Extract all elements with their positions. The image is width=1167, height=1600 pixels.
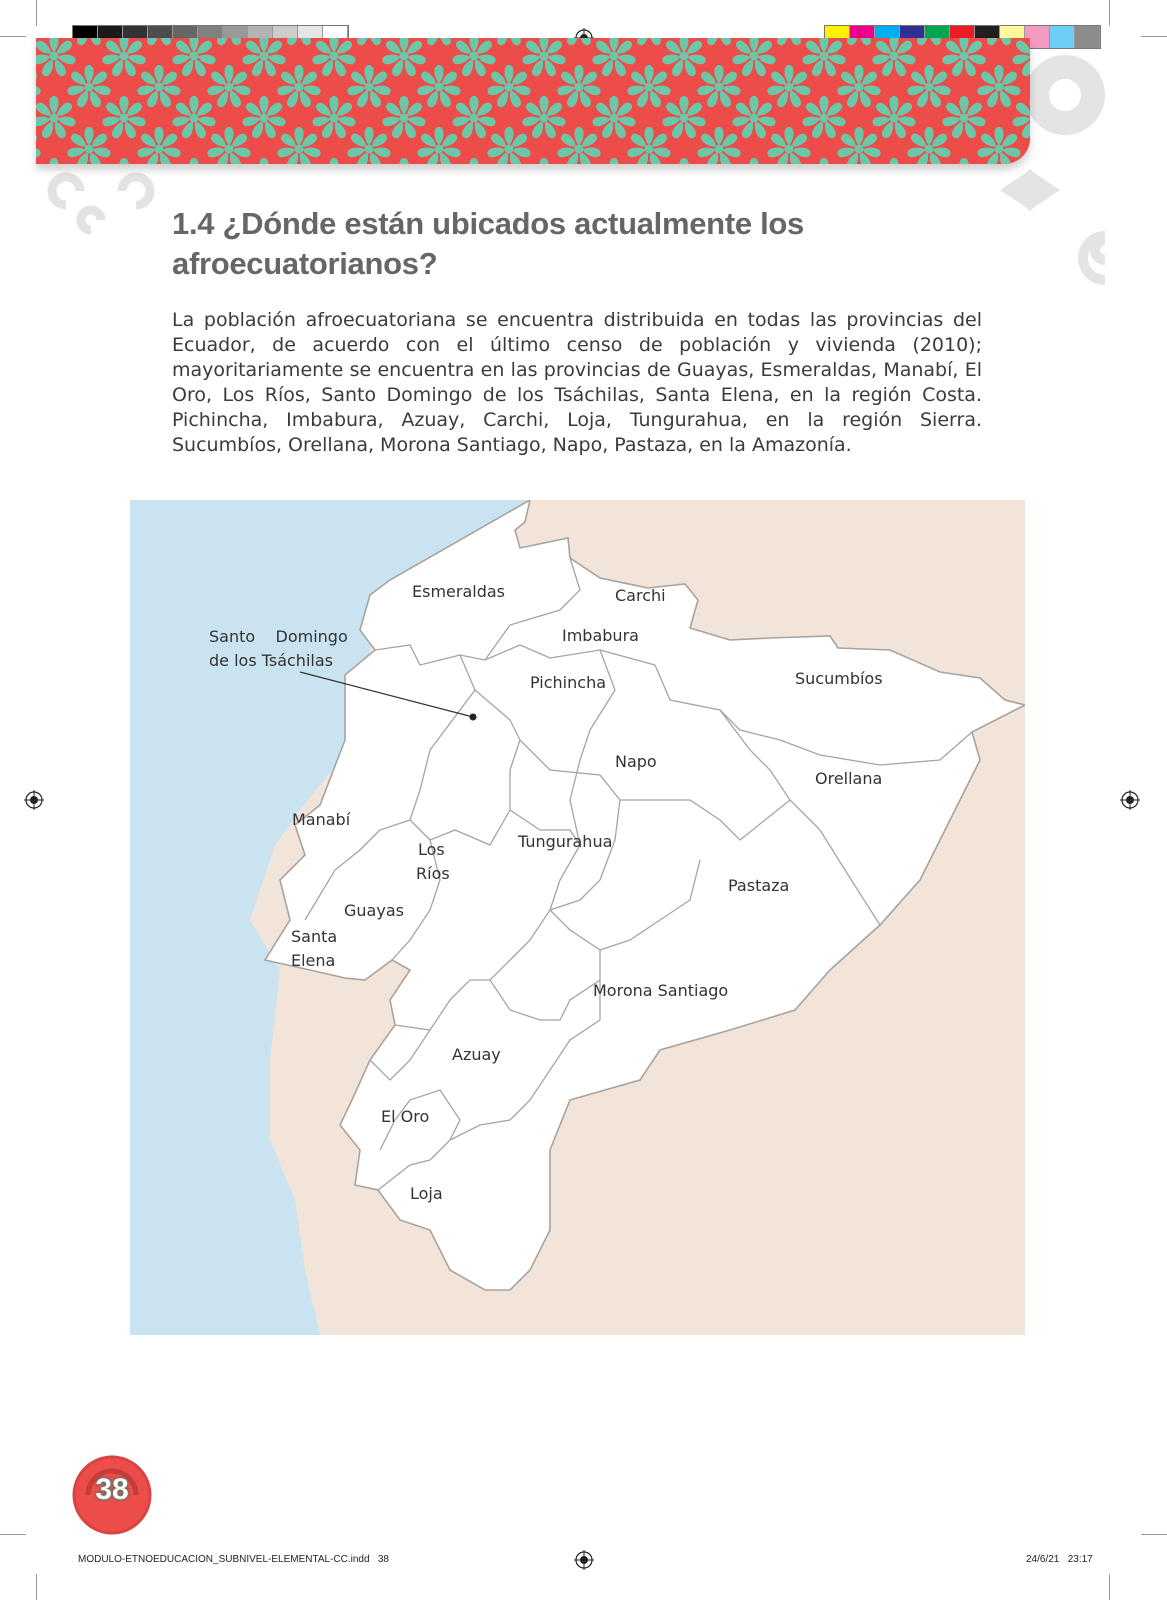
crop-mark [36, 1574, 37, 1600]
section-body-text: La población afroecuatoriana se encuentra distribuida en todas las provincias del Ecuador, de acuerdo con el último censo de población y vivienda (2010); mayoritariamente se encuentra en las provincias de Guayas, Esmeraldas, Manabí, El Oro, Los Ríos, Santo Domingo de los Tsáchilas, Santa Elena, en la región Costa. Pichincha, Imbabura, Azuay, Carchi, Loja, Tungurahua, en la región Sierra. Sucumbíos, Orellana, Morona Santiago, Napo, Pastaza, en la Amazonía. [172, 309, 982, 456]
label-manabi: Manabí [292, 810, 351, 829]
crop-mark [1141, 1534, 1167, 1535]
santo-domingo-pointer-dot [470, 714, 477, 721]
label-napo: Napo [615, 752, 657, 771]
ecuador-provinces-map [130, 500, 1025, 1335]
footer-date: 24/6/21 23:17 [1026, 1554, 1093, 1565]
label-orellana: Orellana [815, 769, 883, 788]
label-pastaza: Pastaza [728, 876, 790, 895]
label-loja: Loja [410, 1184, 443, 1203]
header-banner [36, 38, 1030, 164]
label-carchi: Carchi [615, 586, 666, 605]
registration-mark-icon [1120, 790, 1140, 810]
label-morona-santiago: Morona Santiago [593, 981, 729, 1000]
label-santa-elena-line1: Santa [291, 927, 338, 946]
crop-mark [1141, 36, 1167, 37]
crop-mark [0, 36, 26, 37]
registration-mark-icon [24, 790, 44, 810]
crop-mark [1109, 0, 1110, 26]
label-azuay: Azuay [452, 1045, 501, 1064]
label-guayas: Guayas [344, 901, 404, 920]
label-pichincha: Pichincha [530, 673, 607, 692]
label-el-oro: El Oro [381, 1107, 430, 1126]
crop-mark [1109, 1574, 1110, 1600]
label-santa-elena-line2: Elena [291, 951, 336, 970]
label-santo-domingo-line2: de los Tsáchilas [209, 651, 333, 670]
label-imbabura: Imbabura [562, 626, 639, 645]
label-sucumbios: Sucumbíos [795, 669, 883, 688]
label-santo-domingo-line1: Santo Domingo [209, 627, 348, 646]
registration-mark-icon [574, 1550, 594, 1570]
label-esmeraldas: Esmeraldas [412, 582, 505, 601]
label-los-rios-line2: Ríos [416, 864, 450, 883]
page-number: 38 [95, 1473, 129, 1506]
section-title: 1.4 ¿Dónde están ubicados actualmente los afroecuatorianos? [172, 206, 804, 281]
decorative-swirl-icon [36, 160, 166, 250]
flower-pattern [36, 38, 1030, 164]
crop-mark [36, 0, 37, 26]
crop-mark [0, 1534, 26, 1535]
footer-file-name: MODULO-ETNOEDUCACION_SUBNIVEL-ELEMENTAL-CC.indd 38 [78, 1554, 389, 1565]
label-tungurahua: Tungurahua [518, 832, 613, 851]
label-los-rios-line1: Los [418, 840, 445, 859]
